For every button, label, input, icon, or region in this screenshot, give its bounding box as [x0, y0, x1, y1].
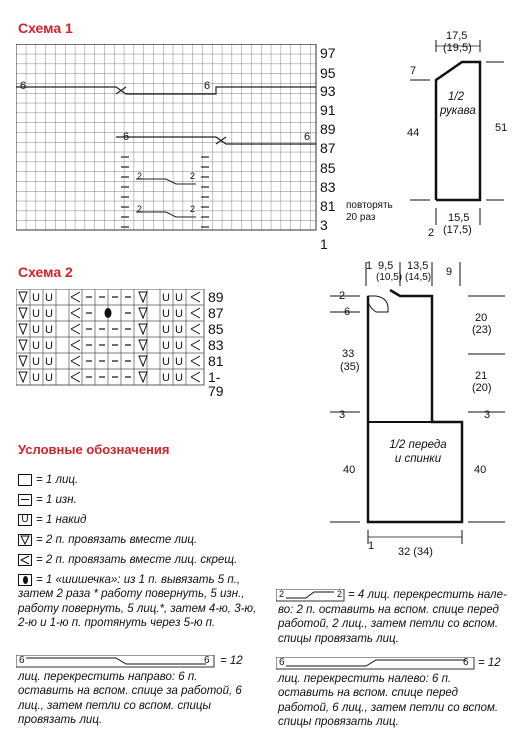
body-right-40: 40 — [474, 464, 487, 476]
body-label: 1/2 переда и спинки — [389, 439, 447, 466]
scheme1-title: Схема 1 — [18, 20, 73, 36]
body-top-105: (10,5) — [376, 272, 403, 283]
body-top-9: 9 — [446, 266, 453, 278]
body-bottom: 32 (34) — [398, 546, 433, 558]
body-top-145: (14,5) — [405, 272, 432, 283]
bobble-icon — [18, 574, 32, 586]
purl-icon — [18, 494, 32, 506]
cable12-right-symbol — [16, 655, 216, 669]
sleeve-bottom-alt: (17,5) — [443, 224, 472, 236]
legend-yarn-over: U = 1 накид — [18, 513, 86, 527]
sleeve-right51: 51 — [495, 122, 508, 134]
svg-text:U: U — [162, 292, 170, 304]
body-left-35: (35) — [340, 361, 360, 373]
svg-text:U: U — [45, 340, 53, 352]
sleeve-bottom: 15,5 — [448, 212, 470, 224]
body-right-21: 21 — [475, 370, 488, 382]
body-right-20b: (20) — [472, 382, 492, 394]
sleeve-two: 2 — [428, 227, 435, 239]
small-cable-num: 2 — [190, 171, 196, 181]
k2tog-icon — [18, 534, 32, 546]
svg-text:U: U — [45, 372, 53, 384]
svg-text:U: U — [162, 308, 170, 320]
svg-text:U: U — [175, 292, 183, 304]
body-left-3: 3 — [339, 409, 346, 421]
sleeve-top: 17,5 — [446, 30, 468, 42]
legend-knit: = 1 лиц. — [18, 473, 78, 487]
body-left-2: 2 — [339, 290, 346, 302]
bobble-icon — [105, 308, 112, 318]
cable-num-87-right: 6 — [304, 131, 311, 143]
cable4-left-symbol — [276, 589, 346, 603]
small-cable-num: 2 — [137, 204, 143, 214]
sleeve-left7: 7 — [410, 65, 417, 77]
sleeve-diagram — [400, 40, 520, 240]
body-diagram — [330, 262, 520, 562]
body-top-135: 13,5 — [407, 260, 429, 272]
cable4-left-num-right: 2 — [337, 589, 343, 599]
legend-title: Условные обозначения — [18, 442, 170, 457]
legend-k2tog: = 2 п. провязать вместе лиц. — [18, 533, 197, 547]
cable12-left-symbol — [276, 657, 476, 671]
legend-k2tog-tbl: = 2 п. провязать вместе лиц. скрещ. — [18, 553, 237, 567]
svg-text:U: U — [32, 372, 40, 384]
svg-text:U: U — [45, 292, 53, 304]
cable12-left-num-right: 6 — [463, 657, 469, 668]
body-top-1: 1 — [366, 260, 373, 272]
yarn-over-icon: U — [18, 514, 32, 526]
scheme2-grid — [16, 289, 206, 389]
svg-text:U: U — [32, 356, 40, 368]
svg-text:U: U — [175, 340, 183, 352]
cable4-left-eq: = 4 лиц. перекрестить нале- — [348, 589, 507, 601]
svg-text:U: U — [45, 324, 53, 336]
body-right-3: 3 — [484, 409, 491, 421]
cable-num-87-left: 6 — [123, 131, 130, 143]
cable12-left-text: лиц. перекрестить налево: 6 п. оставить на вспом. спице перед работой, 6 лиц., затем петли со вспом. спицы провязать лиц. — [278, 673, 499, 729]
small-cable-num: 2 — [190, 204, 196, 214]
scheme1-grid — [16, 44, 396, 234]
svg-text:U: U — [45, 308, 53, 320]
sleeve-left44: 44 — [407, 127, 420, 139]
knit-icon — [18, 474, 32, 486]
svg-text:U: U — [32, 340, 40, 352]
svg-text:U: U — [45, 356, 53, 368]
svg-text:U: U — [162, 356, 170, 368]
cable-num-93-left: 6 — [20, 80, 27, 92]
body-right-23: (23) — [472, 324, 492, 336]
svg-text:U: U — [32, 324, 40, 336]
svg-text:U: U — [162, 372, 170, 384]
body-bottom-1: 1 — [368, 540, 375, 552]
legend-bobble: = 1 «шишечка»: из 1 п. вывязать 5 п., затем 2 раза * работу повернуть, 5 изн., работу повернуть, 5 лиц.*, затем 4-ю, 3-ю, 2-ю и 1-ю п. протянуть через 5-ю п. — [18, 574, 257, 630]
cable4-left-num-left: 2 — [279, 589, 285, 599]
svg-text:U: U — [175, 372, 183, 384]
cable12-right-num-left: 6 — [19, 655, 25, 666]
cable12-left-eq: = 12 — [478, 657, 501, 669]
sleeve-label: 1/2 рукава — [440, 91, 476, 118]
svg-text:U: U — [32, 308, 40, 320]
svg-text:U: U — [175, 356, 183, 368]
cable12-right-text: лиц. перекрестить направо: 6 п. оставить на вспом. спице за работой, 6 лиц., затем петли со вспом. спицы провязать лиц. — [18, 671, 242, 727]
small-cable-num: 2 — [137, 171, 143, 181]
cable12-right-eq: = 12 — [220, 655, 243, 667]
svg-text:U: U — [162, 324, 170, 336]
cable4-left-text: во: 2 п. оставить на вспом. спице перед работой, 2 лиц., затем петли со вспом. спицы провязать лиц. — [278, 604, 499, 645]
body-left-33: 33 — [342, 348, 355, 360]
sleeve-top-alt: (19,5) — [443, 42, 472, 54]
svg-text:U: U — [175, 324, 183, 336]
scheme2-title: Схема 2 — [18, 264, 73, 280]
body-top-95: 9,5 — [378, 260, 394, 272]
repeat-note: повторять 20 раз — [346, 200, 393, 223]
k2tog-tbl-icon — [18, 554, 32, 566]
cable12-left-num-left: 6 — [279, 657, 285, 668]
cable-num-93-right: 6 — [204, 80, 211, 92]
svg-text:U: U — [162, 340, 170, 352]
body-left-40: 40 — [343, 464, 356, 476]
legend-purl: = 1 изн. — [18, 493, 77, 507]
svg-text:U: U — [32, 292, 40, 304]
svg-text:U: U — [175, 308, 183, 320]
body-right-20: 20 — [475, 312, 488, 324]
cable12-right-num-right: 6 — [204, 655, 210, 666]
body-left-6: 6 — [344, 306, 351, 318]
